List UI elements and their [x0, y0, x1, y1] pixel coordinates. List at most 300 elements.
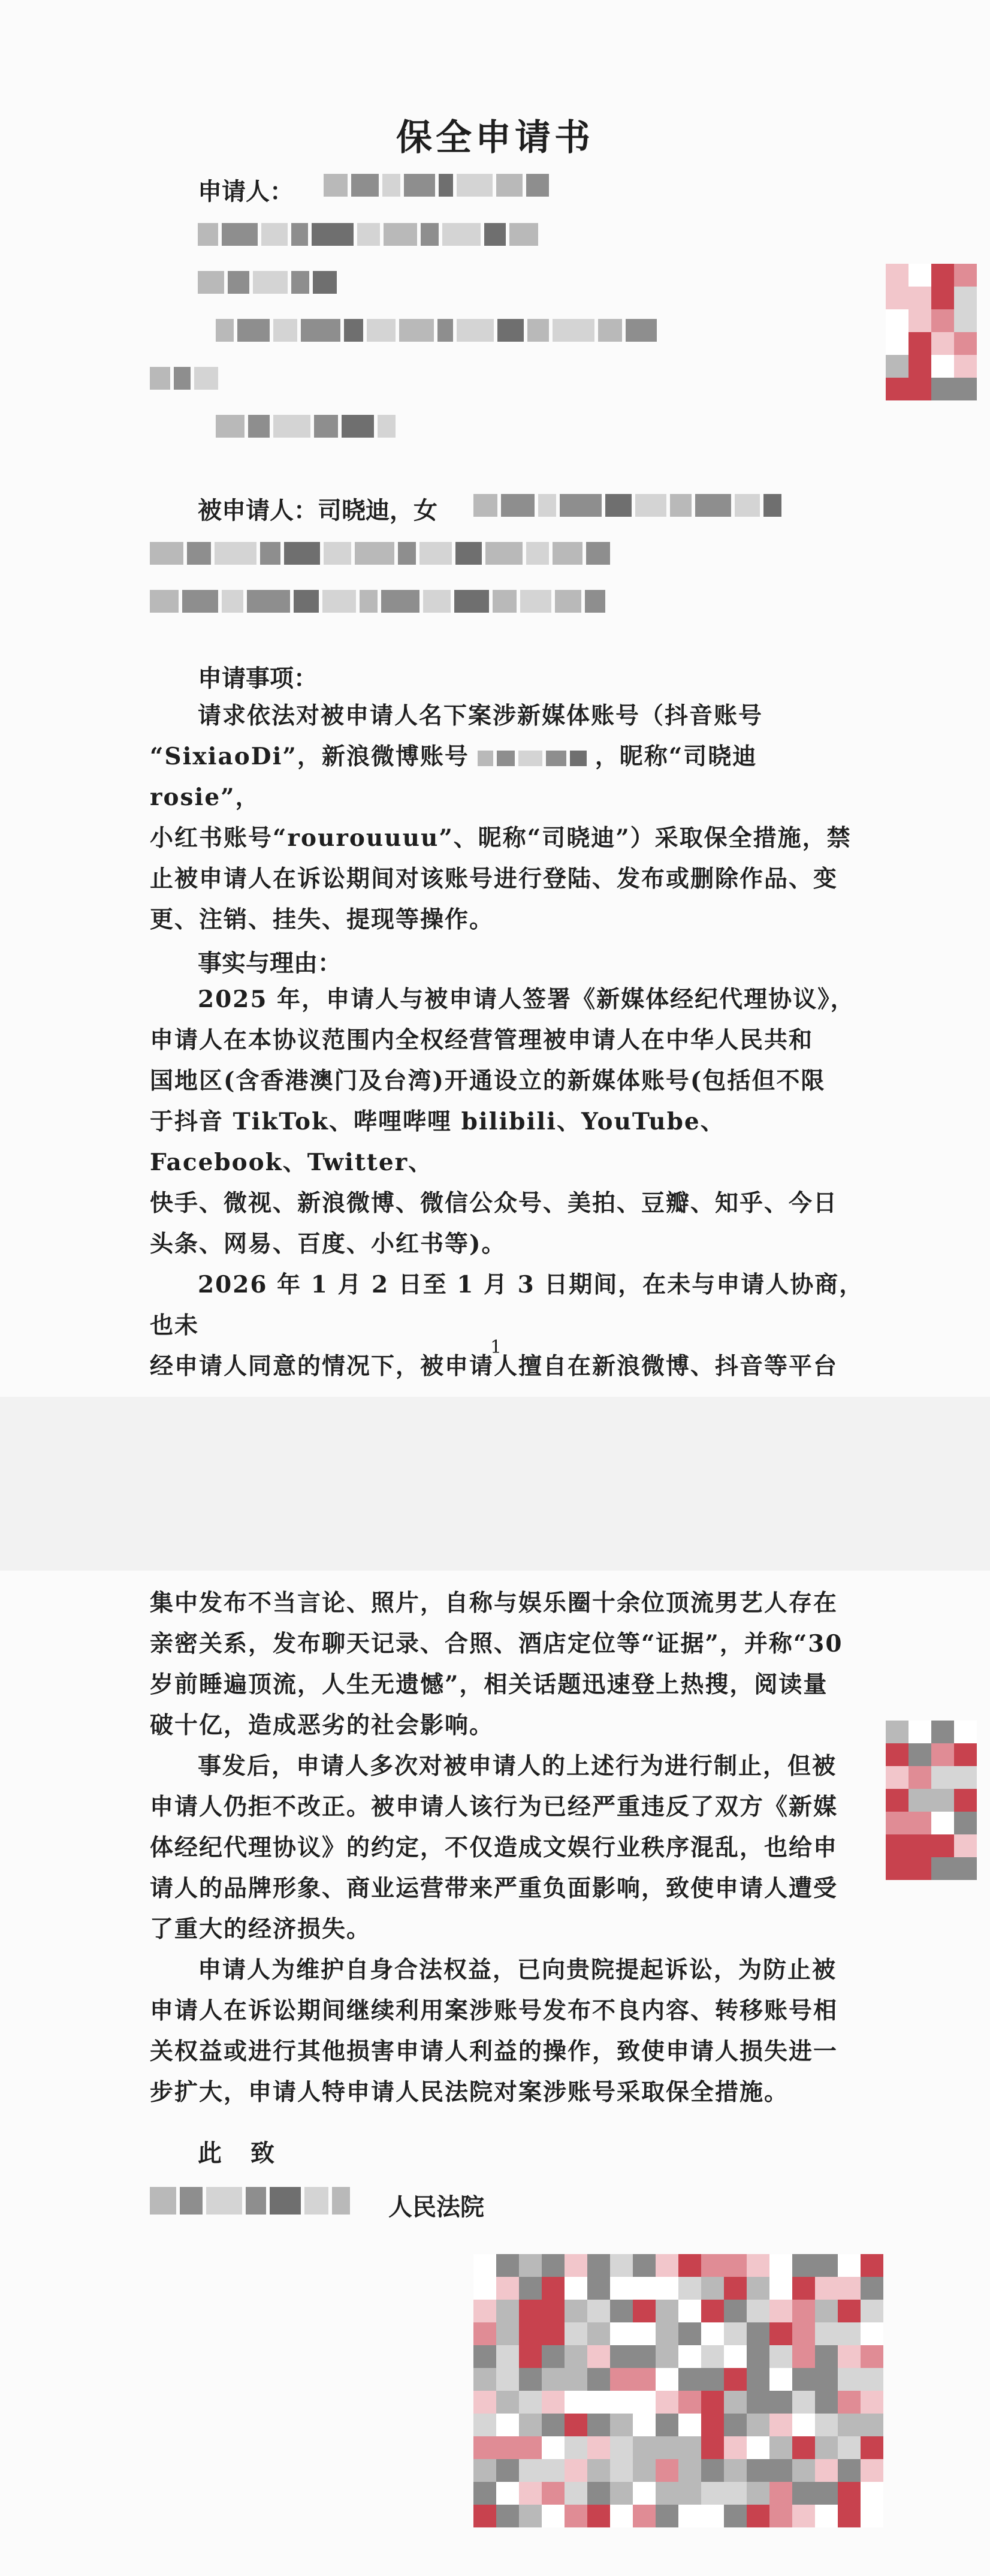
stamp-pixel — [496, 2254, 519, 2277]
stamp-pixel — [838, 2391, 861, 2414]
stamp-pixel — [886, 355, 908, 378]
stamp-pixel — [519, 2482, 542, 2505]
stamp-pixel — [908, 1789, 931, 1812]
stamp-pixel — [565, 2277, 587, 2300]
stamp-pixel — [861, 2436, 883, 2459]
facts-line: 破十亿，造成恶劣的社会影响。 — [150, 1712, 494, 1739]
stamp-pixel — [886, 332, 908, 355]
stamp-pixel — [861, 2482, 883, 2505]
stamp-pixel — [931, 1743, 954, 1766]
stamp-pixel — [815, 2482, 838, 2505]
stamp-pixel — [678, 2277, 701, 2300]
stamp-pixel — [678, 2505, 701, 2527]
stamp-pixel — [656, 2322, 678, 2345]
stamp-pixel — [931, 1766, 954, 1789]
stamp-pixel — [931, 332, 954, 355]
stamp-pixel — [815, 2322, 838, 2345]
stamp-pixel — [886, 1766, 908, 1789]
stamp-pixel — [587, 2368, 610, 2391]
stamp-pixel — [861, 2345, 883, 2368]
stamp-pixel — [908, 1743, 931, 1766]
stamp-pixel — [633, 2414, 656, 2436]
stamp-pixel — [954, 332, 977, 355]
stamp-pixel — [769, 2391, 792, 2414]
stamp-pixel — [678, 2254, 701, 2277]
stamp-pixel — [701, 2368, 724, 2391]
stamp-pixel — [724, 2505, 747, 2527]
facts-line: 了重大的经济损失。 — [150, 1915, 372, 1943]
stamp-pixel — [678, 2322, 701, 2345]
facts-line: 申请人在诉讼期间继续利用案涉账号发布不良内容、转移账号相 — [150, 1997, 838, 2024]
stamp-pixel — [815, 2368, 838, 2391]
request-line-weibo: “SixiaoDi”，新浪微博账号 ，昵称“司晓迪 rosie”， — [150, 743, 757, 811]
stamp-pixel — [633, 2459, 656, 2482]
seal-stamp-fragment — [886, 1721, 977, 1880]
facts-line: 亲密关系，发布聊天记录、合照、酒店定位等“证据”，并称“30 — [150, 1630, 843, 1658]
stamp-pixel — [473, 2436, 496, 2459]
stamp-pixel — [792, 2368, 815, 2391]
stamp-pixel — [542, 2414, 565, 2436]
stamp-pixel — [769, 2459, 792, 2482]
stamp-pixel — [792, 2322, 815, 2345]
stamp-pixel — [610, 2414, 633, 2436]
stamp-pixel — [496, 2277, 519, 2300]
stamp-pixel — [861, 2300, 883, 2322]
stamp-pixel — [656, 2254, 678, 2277]
stamp-pixel — [473, 2254, 496, 2277]
stamp-pixel — [747, 2459, 769, 2482]
stamp-pixel — [838, 2505, 861, 2527]
stamp-pixel — [724, 2436, 747, 2459]
stamp-pixel — [587, 2345, 610, 2368]
stamp-pixel — [496, 2345, 519, 2368]
facts-line: 事发后，申请人多次对被申请人的上述行为进行制止，但被 — [198, 1752, 837, 1780]
stamp-pixel — [610, 2254, 633, 2277]
stamp-pixel — [747, 2254, 769, 2277]
stamp-pixel — [542, 2482, 565, 2505]
stamp-pixel — [565, 2254, 587, 2277]
stamp-pixel — [908, 1834, 931, 1857]
stamp-pixel — [496, 2322, 519, 2345]
stamp-pixel — [931, 1857, 954, 1880]
stamp-pixel — [908, 332, 931, 355]
stamp-pixel — [656, 2436, 678, 2459]
stamp-pixel — [931, 1812, 954, 1834]
stamp-pixel — [565, 2505, 587, 2527]
stamp-pixel — [724, 2300, 747, 2322]
facts-line: 申请人在本协议范围内全权经营管理被申请人在中华人民共和 — [150, 1026, 814, 1054]
facts-line: 申请人仍拒不改正。被申请人该行为已经严重违反了双方《新媒 — [150, 1793, 838, 1821]
stamp-pixel — [496, 2300, 519, 2322]
stamp-pixel — [610, 2277, 633, 2300]
stamp-pixel — [656, 2345, 678, 2368]
stamp-pixel — [954, 1857, 977, 1880]
facts-line: 申请人为维护自身合法权益，已向贵院提起诉讼，为防止被 — [198, 1956, 837, 1984]
stamp-pixel — [519, 2436, 542, 2459]
stamp-pixel — [838, 2368, 861, 2391]
stamp-pixel — [724, 2368, 747, 2391]
court-suffix: 人民法院 — [388, 2193, 484, 2221]
respondent-line — [198, 492, 437, 526]
stamp-pixel — [542, 2345, 565, 2368]
stamp-pixel — [815, 2254, 838, 2277]
stamp-pixel — [908, 378, 931, 400]
stamp-pixel — [565, 2368, 587, 2391]
stamp-pixel — [815, 2300, 838, 2322]
stamp-pixel — [496, 2368, 519, 2391]
stamp-pixel — [769, 2254, 792, 2277]
stamp-pixel — [496, 2482, 519, 2505]
stamp-pixel — [769, 2368, 792, 2391]
stamp-pixel — [701, 2436, 724, 2459]
stamp-pixel — [769, 2300, 792, 2322]
stamp-pixel — [792, 2254, 815, 2277]
stamp-pixel — [931, 1834, 954, 1857]
stamp-pixel — [724, 2277, 747, 2300]
stamp-pixel — [610, 2300, 633, 2322]
facts-line: 关权益或进行其他损害申请人利益的操作，致使申请人损失进一 — [150, 2038, 838, 2065]
stamp-pixel — [656, 2300, 678, 2322]
request-line: 更、注销、挂失、提现等操作。 — [150, 906, 494, 933]
stamp-pixel — [656, 2505, 678, 2527]
stamp-pixel — [838, 2459, 861, 2482]
stamp-pixel — [954, 309, 977, 332]
request-line: 止被申请人在诉讼期间对该账号进行登陆、发布或删除作品、变 — [150, 865, 838, 893]
stamp-pixel — [678, 2436, 701, 2459]
stamp-pixel — [954, 1812, 977, 1834]
facts-line: 国地区(含香港澳门及台湾)开通设立的新媒体账号(包括但不限 — [150, 1067, 826, 1095]
stamp-pixel — [496, 2414, 519, 2436]
stamp-pixel — [610, 2391, 633, 2414]
stamp-pixel — [747, 2300, 769, 2322]
stamp-pixel — [792, 2459, 815, 2482]
stamp-pixel — [587, 2505, 610, 2527]
stamp-pixel — [838, 2322, 861, 2345]
stamp-pixel — [908, 309, 931, 332]
stamp-pixel — [587, 2436, 610, 2459]
stamp-pixel — [908, 355, 931, 378]
request-line: 请求依法对被申请人名下案涉新媒体账号（抖音账号 — [198, 702, 763, 730]
facts-line: 步扩大，申请人特申请人民法院对案涉账号采取保全措施。 — [150, 2078, 789, 2106]
stamp-pixel — [954, 1743, 977, 1766]
stamp-pixel — [473, 2345, 496, 2368]
document-page-2 — [0, 1571, 990, 2576]
stamp-pixel — [701, 2277, 724, 2300]
stamp-pixel — [542, 2254, 565, 2277]
stamp-pixel — [861, 2391, 883, 2414]
stamp-pixel — [701, 2459, 724, 2482]
stamp-pixel — [815, 2436, 838, 2459]
stamp-pixel — [633, 2368, 656, 2391]
stamp-pixel — [678, 2414, 701, 2436]
stamp-pixel — [519, 2254, 542, 2277]
stamp-pixel — [701, 2391, 724, 2414]
redacted-respondent-line-1 — [150, 542, 610, 565]
stamp-pixel — [473, 2300, 496, 2322]
stamp-pixel — [587, 2300, 610, 2322]
respondent-value: 司晓迪，女 — [318, 496, 437, 525]
stamp-pixel — [701, 2482, 724, 2505]
stamp-pixel — [496, 2505, 519, 2527]
facts-line: 岁前睡遍顶流，人生无遗憾”，相关话题迅速登上热搜，阅读量 — [150, 1671, 828, 1698]
stamp-pixel — [519, 2277, 542, 2300]
stamp-pixel — [542, 2391, 565, 2414]
stamp-pixel — [473, 2391, 496, 2414]
stamp-pixel — [565, 2345, 587, 2368]
redacted-applicant-line-4 — [150, 367, 218, 390]
stamp-pixel — [769, 2505, 792, 2527]
stamp-pixel — [656, 2414, 678, 2436]
facts-line: 请人的品牌形象、商业运营带来严重负面影响，致使申请人遭受 — [150, 1875, 838, 1902]
request-line: 小红书账号“rourouuuu”、昵称“司晓迪”）采取保全措施，禁 — [150, 824, 852, 852]
redacted-respondent-line-2 — [150, 590, 605, 613]
stamp-pixel — [908, 1857, 931, 1880]
stamp-pixel — [769, 2436, 792, 2459]
stamp-pixel — [724, 2345, 747, 2368]
stamp-pixel — [678, 2300, 701, 2322]
facts-body-page-2 — [150, 1583, 869, 2113]
stamp-pixel — [769, 2482, 792, 2505]
stamp-pixel — [473, 2505, 496, 2527]
stamp-pixel — [954, 1834, 977, 1857]
stamp-pixel — [656, 2459, 678, 2482]
stamp-pixel — [908, 1812, 931, 1834]
stamp-pixel — [701, 2254, 724, 2277]
redacted-applicant-line-5 — [216, 415, 396, 438]
stamp-pixel — [565, 2322, 587, 2345]
stamp-pixel — [792, 2300, 815, 2322]
stamp-pixel — [931, 378, 954, 400]
stamp-pixel — [701, 2414, 724, 2436]
stamp-pixel — [931, 1789, 954, 1812]
document-title: 保全申请书 — [396, 117, 594, 159]
stamp-pixel — [886, 1812, 908, 1834]
stamp-pixel — [861, 2505, 883, 2527]
stamp-pixel — [633, 2505, 656, 2527]
stamp-pixel — [565, 2436, 587, 2459]
stamp-pixel — [473, 2459, 496, 2482]
stamp-pixel — [886, 1743, 908, 1766]
stamp-pixel — [565, 2391, 587, 2414]
redacted-applicant-line-1 — [198, 223, 538, 246]
stamp-pixel — [861, 2322, 883, 2345]
stamp-pixel — [861, 2368, 883, 2391]
page-number: 1 — [490, 1337, 502, 1358]
applicant-label: 申请人： — [198, 177, 294, 206]
stamp-pixel — [633, 2254, 656, 2277]
facts-line: 经申请人同意的情况下，被申请人擅自在新浪微博、抖音等平台 — [150, 1352, 838, 1380]
facts-line: 快手、微视、新浪微博、微信公众号、美拍、豆瓣、知乎、今日 — [150, 1189, 838, 1217]
stamp-pixel — [496, 2459, 519, 2482]
stamp-pixel — [542, 2322, 565, 2345]
stamp-pixel — [496, 2391, 519, 2414]
stamp-pixel — [610, 2482, 633, 2505]
redacted-applicant-line-3 — [216, 319, 657, 342]
stamp-pixel — [954, 264, 977, 287]
stamp-pixel — [747, 2505, 769, 2527]
stamp-pixel — [792, 2436, 815, 2459]
stamp-pixel — [954, 378, 977, 400]
stamp-pixel — [724, 2414, 747, 2436]
stamp-pixel — [678, 2391, 701, 2414]
stamp-pixel — [610, 2368, 633, 2391]
redacted-court-name — [150, 2187, 350, 2215]
stamp-pixel — [931, 355, 954, 378]
stamp-pixel — [519, 2322, 542, 2345]
facts-body-page-1 — [150, 979, 869, 1387]
stamp-pixel — [838, 2414, 861, 2436]
stamp-pixel — [886, 1834, 908, 1857]
stamp-pixel — [747, 2436, 769, 2459]
facts-line: 集中发布不当言论、照片，自称与娱乐圈十余位顶流男艺人存在 — [150, 1589, 838, 1617]
stamp-pixel — [792, 2391, 815, 2414]
stamp-pixel — [792, 2277, 815, 2300]
stamp-pixel — [838, 2436, 861, 2459]
stamp-pixel — [724, 2322, 747, 2345]
stamp-pixel — [701, 2300, 724, 2322]
stamp-pixel — [724, 2254, 747, 2277]
stamp-pixel — [861, 2277, 883, 2300]
stamp-pixel — [542, 2505, 565, 2527]
stamp-pixel — [747, 2277, 769, 2300]
stamp-pixel — [678, 2345, 701, 2368]
stamp-pixel — [519, 2391, 542, 2414]
stamp-pixel — [633, 2436, 656, 2459]
stamp-pixel — [587, 2482, 610, 2505]
stamp-pixel — [587, 2322, 610, 2345]
stamp-pixel — [473, 2322, 496, 2345]
stamp-pixel — [519, 2368, 542, 2391]
facts-heading: 事实与理由： — [198, 949, 342, 977]
stamp-pixel — [931, 264, 954, 287]
stamp-pixel — [633, 2300, 656, 2322]
stamp-pixel — [747, 2391, 769, 2414]
stamp-pixel — [542, 2300, 565, 2322]
stamp-pixel — [815, 2414, 838, 2436]
stamp-pixel — [678, 2368, 701, 2391]
stamp-pixel — [886, 264, 908, 287]
stamp-pixel — [610, 2436, 633, 2459]
stamp-pixel — [633, 2482, 656, 2505]
respondent-label: 被申请人： — [198, 496, 318, 525]
stamp-pixel — [656, 2368, 678, 2391]
stamp-pixel — [792, 2505, 815, 2527]
stamp-pixel — [886, 1721, 908, 1743]
stamp-pixel — [610, 2322, 633, 2345]
stamp-pixel — [519, 2505, 542, 2527]
stamp-pixel — [954, 1721, 977, 1743]
stamp-pixel — [633, 2277, 656, 2300]
stamp-pixel — [861, 2254, 883, 2277]
stamp-pixel — [678, 2459, 701, 2482]
stamp-pixel — [633, 2345, 656, 2368]
stamp-pixel — [769, 2345, 792, 2368]
closing-salutation: 此 致 — [198, 2139, 277, 2167]
stamp-pixel — [838, 2300, 861, 2322]
stamp-pixel — [473, 2277, 496, 2300]
facts-line: 于抖音 TikTok、哔哩哔哩 bilibili、YouTube、Facebook、Twitter、 — [150, 1108, 725, 1176]
page-gap — [0, 1397, 990, 1571]
stamp-pixel — [587, 2414, 610, 2436]
stamp-pixel — [565, 2414, 587, 2436]
facts-line: 2026 年 1 月 2 日至 1 月 3 日期间，在未与申请人协商，也未 — [150, 1271, 864, 1339]
seal-stamp-fragment — [886, 264, 977, 400]
stamp-pixel — [815, 2459, 838, 2482]
stamp-pixel — [931, 287, 954, 309]
stamp-pixel — [769, 2414, 792, 2436]
stamp-pixel — [908, 1766, 931, 1789]
stamp-pixel — [542, 2368, 565, 2391]
stamp-pixel — [473, 2482, 496, 2505]
redacted-weibo-id — [478, 751, 587, 766]
stamp-pixel — [542, 2277, 565, 2300]
stamp-pixel — [886, 1857, 908, 1880]
stamp-pixel — [861, 2459, 883, 2482]
stamp-pixel — [701, 2322, 724, 2345]
stamp-pixel — [954, 355, 977, 378]
stamp-pixel — [954, 1789, 977, 1812]
stamp-pixel — [587, 2254, 610, 2277]
redacted-applicant-line-2 — [198, 271, 337, 294]
stamp-pixel — [908, 287, 931, 309]
stamp-pixel — [747, 2414, 769, 2436]
stamp-pixel — [954, 1766, 977, 1789]
stamp-pixel — [792, 2414, 815, 2436]
stamp-pixel — [633, 2322, 656, 2345]
redacted-respondent-id — [473, 494, 781, 517]
stamp-pixel — [496, 2436, 519, 2459]
request-body — [150, 695, 869, 940]
stamp-pixel — [724, 2391, 747, 2414]
redacted-applicant-name — [324, 174, 549, 197]
facts-line: 头条、网易、百度、小红书等)。 — [150, 1230, 506, 1258]
stamp-pixel — [886, 378, 908, 400]
stamp-pixel — [724, 2482, 747, 2505]
stamp-pixel — [656, 2482, 678, 2505]
stamp-pixel — [908, 1721, 931, 1743]
stamp-pixel — [724, 2459, 747, 2482]
stamp-pixel — [747, 2322, 769, 2345]
stamp-pixel — [678, 2482, 701, 2505]
stamp-pixel — [815, 2345, 838, 2368]
stamp-pixel — [747, 2368, 769, 2391]
official-seal-redacted — [473, 2254, 883, 2527]
stamp-pixel — [861, 2414, 883, 2436]
stamp-pixel — [886, 287, 908, 309]
facts-line: 体经纪代理协议》的约定，不仅造成文娱行业秩序混乱，也给申 — [150, 1834, 838, 1861]
stamp-pixel — [519, 2300, 542, 2322]
stamp-pixel — [473, 2368, 496, 2391]
stamp-pixel — [954, 287, 977, 309]
stamp-pixel — [610, 2345, 633, 2368]
stamp-pixel — [747, 2482, 769, 2505]
stamp-pixel — [747, 2345, 769, 2368]
stamp-pixel — [838, 2482, 861, 2505]
stamp-pixel — [565, 2482, 587, 2505]
stamp-pixel — [838, 2345, 861, 2368]
stamp-pixel — [701, 2345, 724, 2368]
stamp-pixel — [542, 2436, 565, 2459]
stamp-pixel — [815, 2505, 838, 2527]
stamp-pixel — [587, 2391, 610, 2414]
stamp-pixel — [587, 2459, 610, 2482]
stamp-pixel — [587, 2277, 610, 2300]
stamp-pixel — [886, 309, 908, 332]
stamp-pixel — [792, 2482, 815, 2505]
stamp-pixel — [633, 2391, 656, 2414]
stamp-pixel — [769, 2277, 792, 2300]
stamp-pixel — [838, 2277, 861, 2300]
